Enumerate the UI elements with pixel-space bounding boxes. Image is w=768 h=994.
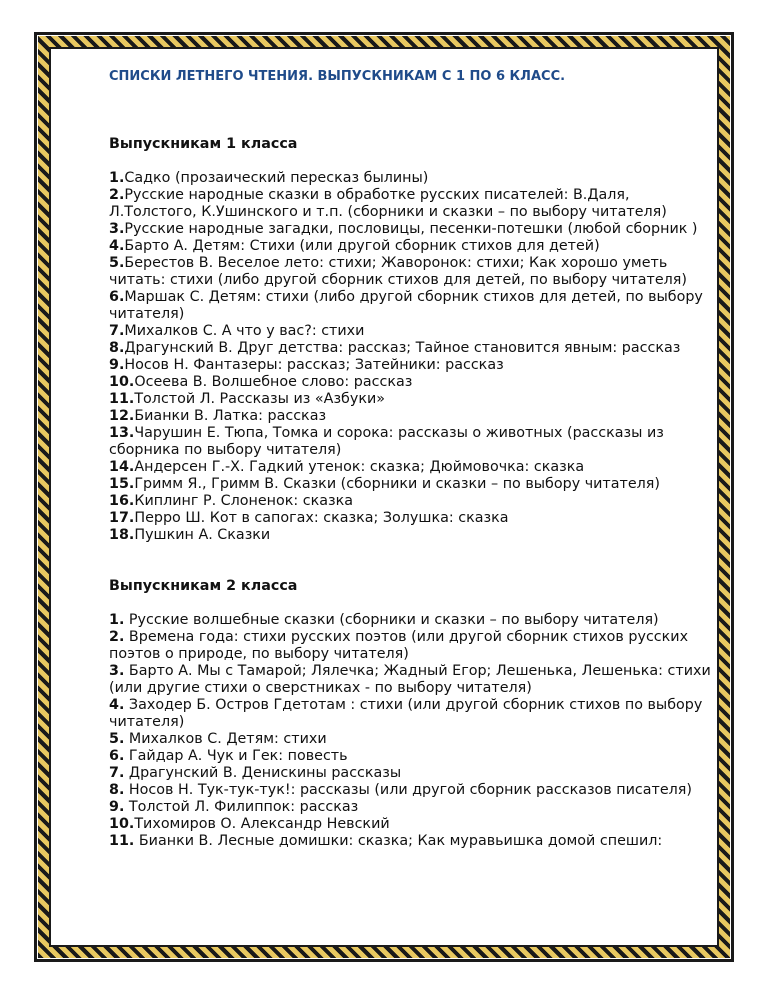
item-number: 3. (109, 221, 125, 237)
list-item (109, 340, 719, 357)
item-text: Русские народные загадки, пословицы, песенки-потешки (любой сборник ) (124, 221, 698, 237)
item-text: Русские волшебные сказки (сборники и сказки – по выбору читателя) (124, 612, 659, 628)
item-text: Барто А. Детям: Стихи (или другой сборник стихов для детей) (124, 238, 600, 254)
item-text: Толстой Л. Филиппок: рассказ (124, 799, 359, 815)
item-number: 11. (109, 391, 135, 407)
list-item (109, 425, 719, 459)
list-item (109, 629, 719, 663)
item-text: Драгунский В. Друг детства: рассказ; Тайное становится явным: рассказ (124, 340, 681, 356)
item-text: Садко (прозаический пересказ былины) (124, 170, 429, 186)
item-number: 4. (109, 697, 125, 713)
list-item (109, 816, 719, 833)
item-number: 5. (109, 255, 125, 271)
item-number: 10. (109, 374, 135, 390)
section-grade-2 (109, 578, 719, 850)
item-number: 8. (109, 340, 125, 356)
item-text: Киплинг Р. Слоненок: сказка (134, 493, 354, 509)
item-number: 14. (109, 459, 135, 475)
list-item (109, 238, 719, 255)
item-number: 2. (109, 187, 125, 203)
list-item (109, 221, 719, 238)
list-item (109, 323, 719, 340)
item-text: Чарушин Е. Тюпа, Томка и сорока: рассказы о животных (рассказы из сборника по выбору читателя) (109, 425, 664, 458)
item-text: Пушкин А. Сказки (134, 527, 271, 543)
item-text: Маршак С. Детям: стихи (либо другой сборник стихов для детей, по выбору читателя) (109, 289, 703, 322)
item-number: 15. (109, 476, 135, 492)
document-body (109, 68, 719, 850)
list-item (109, 697, 719, 731)
item-number: 10. (109, 816, 135, 832)
item-text: Гайдар А. Чук и Гек: повесть (124, 748, 348, 764)
list-item (109, 187, 719, 221)
list-item (109, 765, 719, 782)
list-item (109, 374, 719, 391)
item-text: Носов Н. Фантазеры: рассказ; Затейники: рассказ (124, 357, 504, 373)
item-text: Осеева В. Волшебное слово: рассказ (134, 374, 413, 390)
reading-list (109, 170, 719, 544)
list-item (109, 459, 719, 476)
section-heading: Выпускникам 2 класса (109, 578, 298, 594)
item-number: 3. (109, 663, 125, 679)
item-text: Бианки В. Латка: рассказ (134, 408, 327, 424)
list-item (109, 782, 719, 799)
list-item (109, 493, 719, 510)
item-text: Барто А. Мы с Тамарой; Лялечка; Жадный Егор; Лешенька, Лешенька: стихи (или другие стихи о сверстниках - по выбору читателя) (109, 663, 711, 696)
list-item (109, 663, 719, 697)
item-number: 9. (109, 799, 125, 815)
item-number: 18. (109, 527, 135, 543)
item-text: Андерсен Г.-Х. Гадкий утенок: сказка; Дюймовочка: сказка (134, 459, 585, 475)
item-number: 5. (109, 731, 125, 747)
list-item (109, 510, 719, 527)
list-item (109, 408, 719, 425)
item-text: Носов Н. Тук-тук-тук!: рассказы (или другой сборник рассказов писателя) (124, 782, 692, 798)
document-title: СПИСКИ ЛЕТНЕГО ЧТЕНИЯ. ВЫПУСКНИКАМ С 1 ПО 6 КЛАСС. (109, 69, 566, 84)
item-text: Тихомиров О. Александр Невский (134, 816, 390, 832)
item-number: 11. (109, 833, 135, 849)
item-text: Михалков С. Детям: стихи (124, 731, 327, 747)
reading-list (109, 612, 719, 850)
item-number: 1. (109, 612, 125, 628)
item-number: 6. (109, 289, 125, 305)
list-item (109, 527, 719, 544)
item-text: Бианки В. Лесные домишки: сказка; Как муравьишка домой спешил: (134, 833, 663, 849)
list-item (109, 748, 719, 765)
item-number: 6. (109, 748, 125, 764)
list-item (109, 799, 719, 816)
item-number: 13. (109, 425, 135, 441)
list-item (109, 255, 719, 289)
item-number: 1. (109, 170, 125, 186)
item-text: Драгунский В. Денискины рассказы (124, 765, 402, 781)
list-item (109, 289, 719, 323)
item-text: Гримм Я., Гримм В. Сказки (сборники и сказки – по выбору читателя) (134, 476, 660, 492)
item-number: 2. (109, 629, 125, 645)
list-item (109, 612, 719, 629)
item-number: 17. (109, 510, 135, 526)
item-number: 8. (109, 782, 125, 798)
item-number: 4. (109, 238, 125, 254)
list-item (109, 833, 719, 850)
item-text: Толстой Л. Рассказы из «Азбуки» (134, 391, 386, 407)
item-number: 7. (109, 323, 125, 339)
item-text: Заходер Б. Остров Гдетотам : стихи (или другой сборник стихов по выбору читателя) (109, 697, 703, 730)
item-number: 9. (109, 357, 125, 373)
section-grade-1 (109, 136, 719, 544)
item-text: Русские народные сказки в обработке русских писателей: В.Даля, Л.Толстого, К.Ушинского и т.п. (сборники и сказки – по выбору читателя) (109, 187, 667, 220)
item-text: Перро Ш. Кот в сапогах: сказка; Золушка: сказка (134, 510, 509, 526)
list-item (109, 391, 719, 408)
item-number: 7. (109, 765, 125, 781)
section-spacer (109, 544, 719, 578)
item-number: 16. (109, 493, 135, 509)
list-item (109, 731, 719, 748)
list-item (109, 357, 719, 374)
item-text: Михалков С. А что у вас?: стихи (124, 323, 365, 339)
item-text: Времена года: стихи русских поэтов (или другой сборник стихов русских поэтов о природе, по выбору читателя) (109, 629, 689, 662)
section-heading: Выпускникам 1 класса (109, 136, 298, 152)
item-text: Берестов В. Веселое лето: стихи; Жаворонок: стихи; Как хорошо уметь читать: стихи (либо другой сборник стихов для детей, по выбору читателя) (109, 255, 687, 288)
list-item (109, 170, 719, 187)
item-number: 12. (109, 408, 135, 424)
list-item (109, 476, 719, 493)
